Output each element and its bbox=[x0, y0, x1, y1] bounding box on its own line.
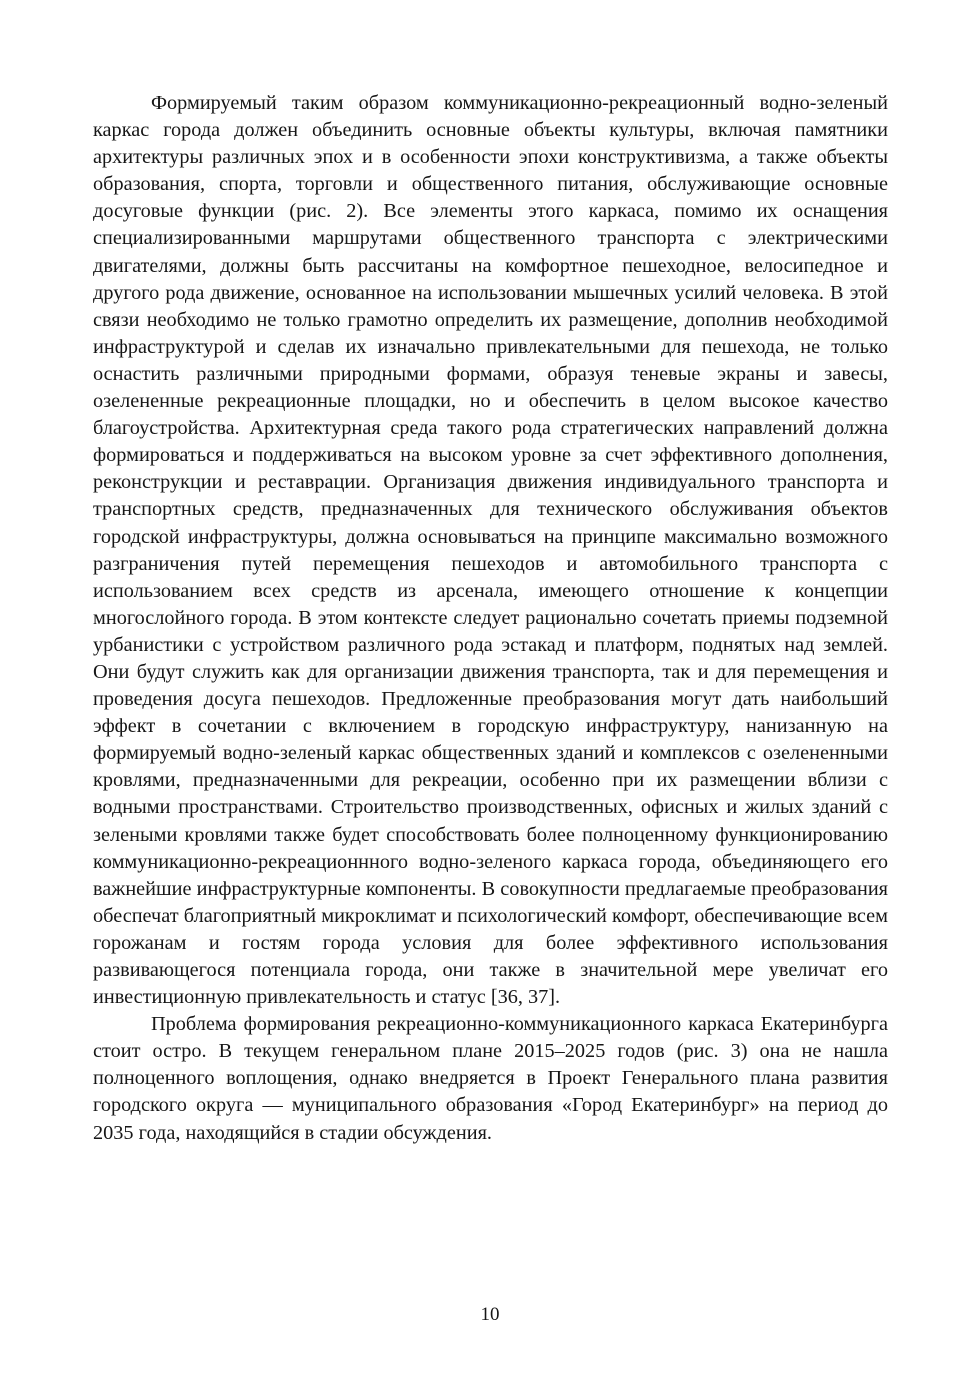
page-number: 10 bbox=[480, 1304, 500, 1325]
paragraph-2: Проблема формирования рекреационно-коммуникационного каркаса Екатеринбурга стоит остро. В текущем генеральном плане 2015–2025 годов (рис. 3) она не нашла полноценного воплощения, однако внедряется в Проект Генерального плана развития городского округа — муниципального образования «Город Екатеринбург» на период до 2035 года, находящийся в стадии обсуждения. bbox=[93, 1013, 888, 1144]
body-text bbox=[93, 90, 888, 1147]
paragraph-1: Формируемый таким образом коммуникационно-рекреационный водно-зеленый каркас города должен объединить основные объекты культуры, включая памятники архитектуры различных эпох и в особенности эпохи конструктивизма, а также объекты образования, спорта, торговли и общественного питания, обслуживающие основные досуговые функции (рис. 2). Все элементы этого каркаса, помимо их оснащения специализированными маршрутами общественного транспорта с электрическими двигателями, должны быть рассчитаны на комфортное пешеходное, велосипедное и другого рода движение, основанное на использовании мышечных усилий человека. В этой связи необходимо не только грамотно определить их размещение, дополнив необходимой инфраструктурой и сделав их изначально привлекательными для пешехода, не только оснастить различными природными формами, образуя теневые экраны и завесы, озелененные рекреационные площадки, но и обеспечить в целом высокое качество благоустройства. Архитектурная среда такого рода стратегических направлений должна формироваться и поддерживаться на высоком уровне за счет эффективного дополнения, реконструкции и реставрации. Организация движения индивидуального транспорта и транспортных средств, предназначенных для технического обслуживания объектов городской инфраструктуры, должна основываться на принципе максимально возможного разграничения путей перемещения пешеходов и автомобильного транспорта с использованием всех средств из арсенала, имеющего отношение к концепции многослойного города. В этом контексте следует рационально сочетать приемы подземной урбанистики с устройством различного рода эстакад и платформ, поднятых над землей. Они будут служить как для организации движения транспорта, так и для перемещения и проведения досуга пешеходов. Предложенные преобразования могут дать наибольший эффект в сочетании с включением в городскую инфраструктуру, нанизанную на формируемый водно-зеленый каркас общественных зданий и комплексов с озелененными кровлями, предназначенными для рекреации, особенно при их размещении вблизи с водными пространствами. Строительство производственных, офисных и жилых зданий с зелеными кровлями также будет способствовать более полноценному функционированию коммуникационно-рекреационнного водно-зеленого каркаса города, объединяющего его важнейшие инфраструктурные компоненты. В совокупности предлагаемые преобразования обеспечат благоприятный микроклимат и психологический комфорт, обеспечивающие всем горожанам и гостям города условия для более эффективного использования развивающегося потенциала города, они также в значительной мере увеличат его инвестиционную привлекательность и статус [36, 37]. bbox=[93, 92, 888, 1009]
